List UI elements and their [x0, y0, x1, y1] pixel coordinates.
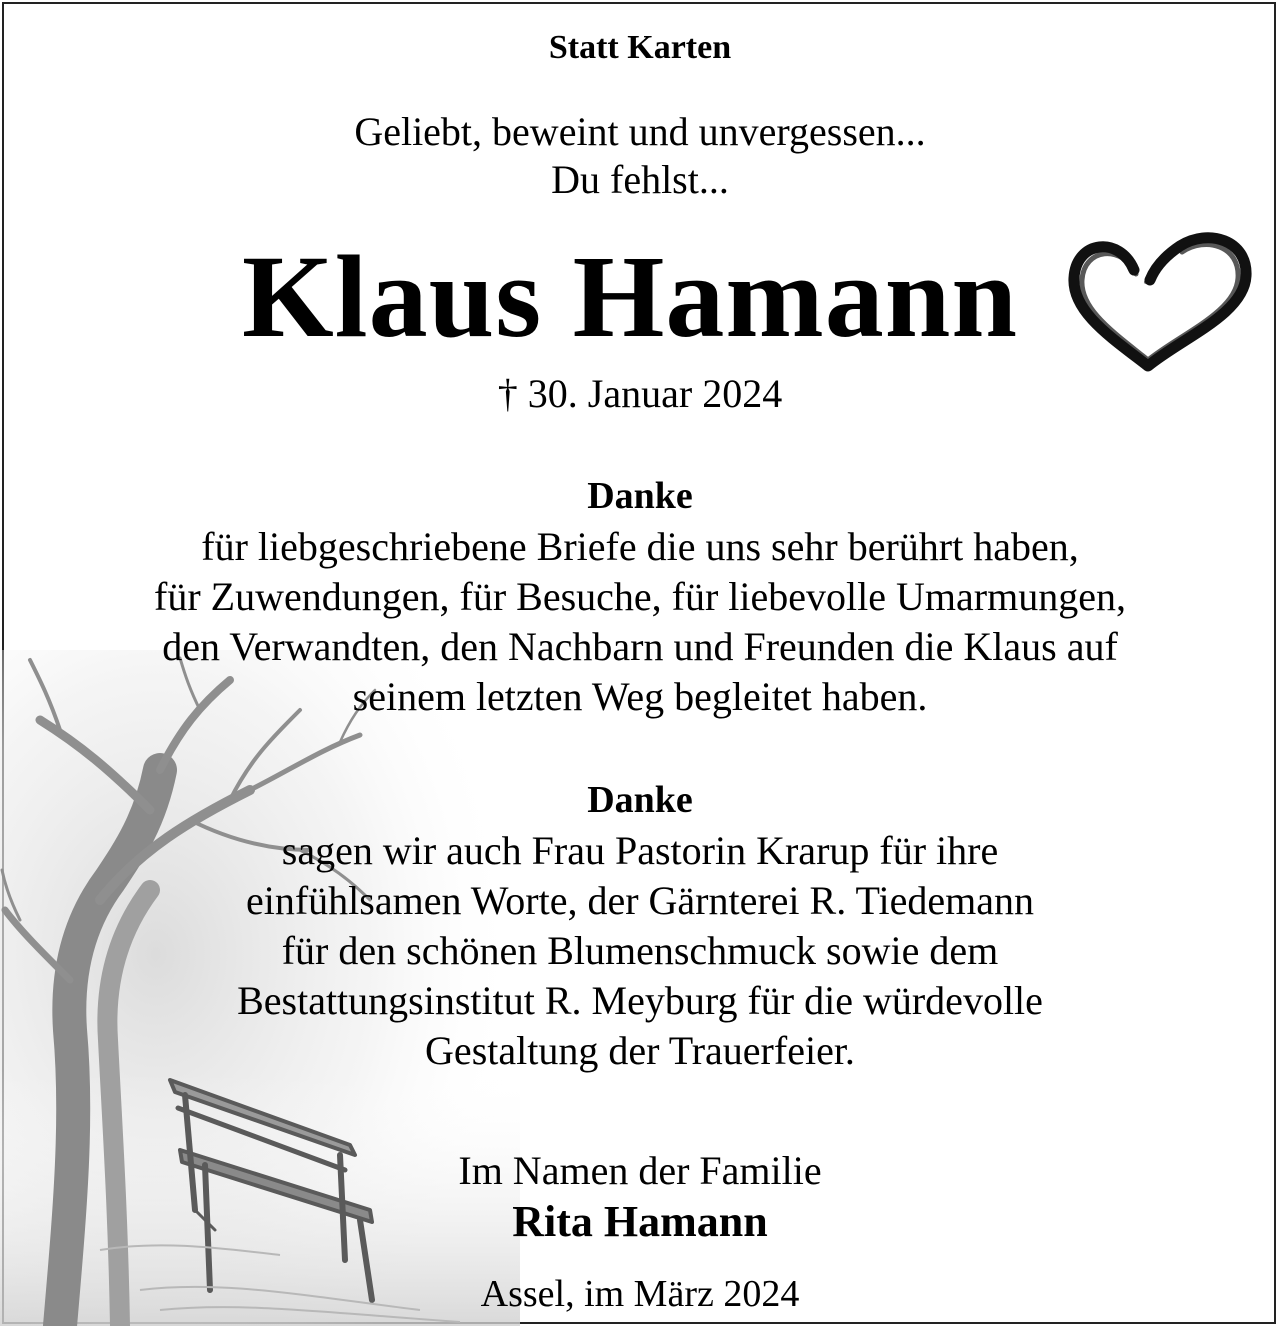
thanks-paragraph — [0, 826, 1280, 1076]
motto-line: Du fehlst... — [551, 157, 729, 202]
death-date: † 30. Januar 2024 — [497, 371, 783, 416]
paragraph-line: seinem letzten Weg begleitet haben. — [352, 674, 928, 719]
motto-line: Geliebt, beweint und unvergessen... — [354, 109, 926, 154]
hand-drawn-heart-icon — [1062, 226, 1254, 372]
notice-header: Statt Karten — [548, 29, 732, 66]
signer-name: Rita Hamann — [512, 1197, 768, 1246]
paragraph-line: Gestaltung der Trauerfeier. — [425, 1028, 855, 1073]
place-and-date: Assel, im März 2024 — [480, 1273, 800, 1315]
paragraph-line: den Verwandten, den Nachbarn und Freunden die Klaus auf — [162, 624, 1118, 669]
thanks-paragraph — [0, 522, 1280, 722]
motto — [0, 108, 1280, 204]
paragraph-line: sagen wir auch Frau Pastorin Krarup für ihre — [281, 828, 999, 873]
paragraph-line: für den schönen Blumenschmuck sowie dem — [281, 928, 999, 973]
closing-phrase: Im Namen der Familie — [458, 1148, 822, 1193]
paragraph-line: für Zuwendungen, für Besuche, für liebevolle Umarmungen, — [154, 574, 1126, 619]
thanks-title: Danke — [587, 779, 693, 821]
paragraph-line: einfühlsamen Worte, der Gärnterei R. Tiedemann — [245, 878, 1035, 923]
paragraph-line: Bestattungsinstitut R. Meyburg für die würdevolle — [237, 978, 1043, 1023]
deceased-name: Klaus Hamann — [242, 231, 1018, 362]
paragraph-line: für liebgeschriebene Briefe die uns sehr berührt haben, — [201, 524, 1079, 569]
thanks-title: Danke — [587, 475, 693, 517]
